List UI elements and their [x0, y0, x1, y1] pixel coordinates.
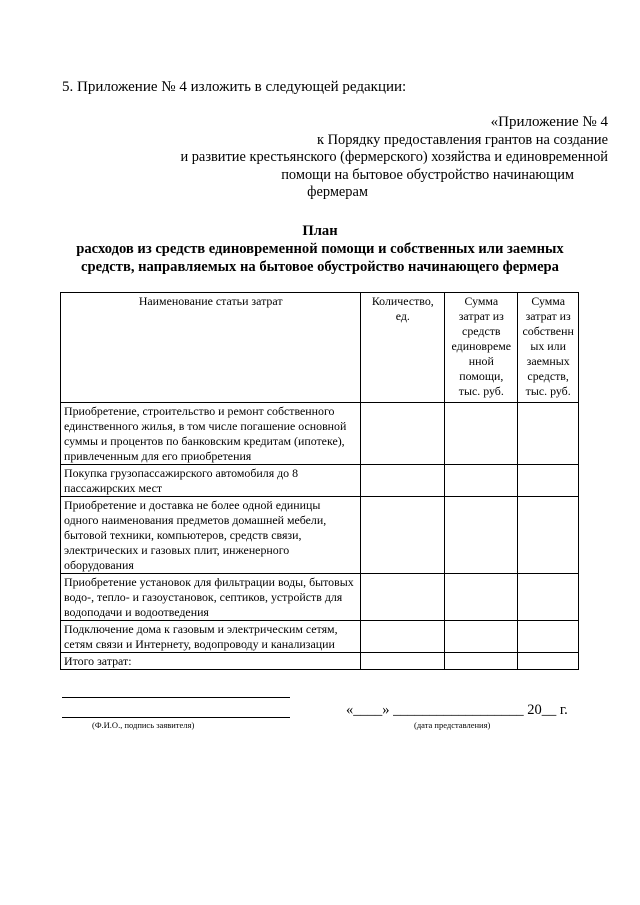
date-caption: (дата представления): [414, 720, 491, 730]
header-grant-amount: Сумма затрат из средств единовреме нной помощи, тыс. руб.: [445, 293, 518, 403]
header-cost-item: Наименование статьи затрат: [61, 293, 361, 403]
header-quantity: Количество, ед.: [361, 293, 445, 403]
header-own-funds-amount: Сумма затрат из собственн ых или заемных средств, тыс. руб.: [518, 293, 579, 403]
signature-caption: (Ф.И.О., подпись заявителя): [92, 720, 195, 730]
table-row: [61, 574, 579, 621]
quantity-cell[interactable]: [361, 465, 445, 497]
own-funds-cell[interactable]: [518, 465, 579, 497]
appendix-header-line: «Приложение № 4: [490, 114, 608, 130]
quantity-cell[interactable]: [361, 497, 445, 574]
cost-item-name: Покупка грузопассажирского автомобиля до 8 пассажирских мест: [61, 465, 361, 497]
table-row: [61, 465, 579, 497]
table-row: [61, 497, 579, 574]
document-subtitle-line: расходов из средств единовременной помощи и собственных или заемных: [76, 241, 564, 257]
grant-amount-cell[interactable]: [445, 653, 518, 670]
document-title: План: [302, 223, 338, 239]
quantity-cell[interactable]: [361, 621, 445, 653]
own-funds-cell[interactable]: [518, 653, 579, 670]
appendix-header-line: фермерам: [307, 184, 368, 200]
grant-amount-cell[interactable]: [445, 465, 518, 497]
appendix-header-line: и развитие крестьянского (фермерского) хозяйства и единовременной: [180, 149, 608, 165]
cost-item-name: Приобретение и доставка не более одной единицы одного наименования предметов домашней мебели, бытовой техники, компьютеров, средств связи, электрических и газовых плит, инженерного оборудования: [61, 497, 361, 574]
own-funds-cell[interactable]: [518, 574, 579, 621]
signature-line: [62, 717, 290, 718]
grant-amount-cell[interactable]: [445, 621, 518, 653]
quantity-cell[interactable]: [361, 574, 445, 621]
appendix-header: [138, 114, 608, 202]
cost-item-name: Приобретение установок для фильтрации воды, бытовых водо-, тепло- и газоустановок, септиков, устройств для водоподачи и водоотведения: [61, 574, 361, 621]
own-funds-cell[interactable]: [518, 497, 579, 574]
quantity-cell[interactable]: [361, 403, 445, 465]
own-funds-cell[interactable]: [518, 621, 579, 653]
quantity-cell[interactable]: [361, 653, 445, 670]
cost-item-name: Приобретение, строительство и ремонт собственного единственного жилья, в том числе погашение основной суммы и процентов по банковским кредитам (ипотеке), привлеченным для его приобретения: [61, 403, 361, 465]
grant-amount-cell[interactable]: [445, 403, 518, 465]
table-row: [61, 621, 579, 653]
document-subtitle-line: средств, направляемых на бытовое обустройство начинающего фермера: [81, 259, 559, 275]
grant-amount-cell[interactable]: [445, 574, 518, 621]
own-funds-cell[interactable]: [518, 403, 579, 465]
expense-plan-table: [60, 292, 579, 670]
submission-date-field: «____» __________________ 20__ г.: [346, 702, 568, 718]
total-label: Итого затрат:: [61, 653, 361, 670]
appendix-header-line: к Порядку предоставления грантов на создание: [317, 131, 608, 148]
table-header-row: [61, 293, 579, 403]
table-total-row: [61, 653, 579, 670]
appendix-header-line: помощи на бытовое обустройство начинающим: [281, 166, 574, 183]
table-row: [61, 403, 579, 465]
amendment-paragraph: 5. Приложение № 4 изложить в следующей редакции:: [62, 79, 407, 95]
signature-line-upper: [62, 697, 290, 698]
grant-amount-cell[interactable]: [445, 497, 518, 574]
cost-item-name: Подключение дома к газовым и электрическим сетям, сетям связи и Интернету, водопроводу и канализации: [61, 621, 361, 653]
